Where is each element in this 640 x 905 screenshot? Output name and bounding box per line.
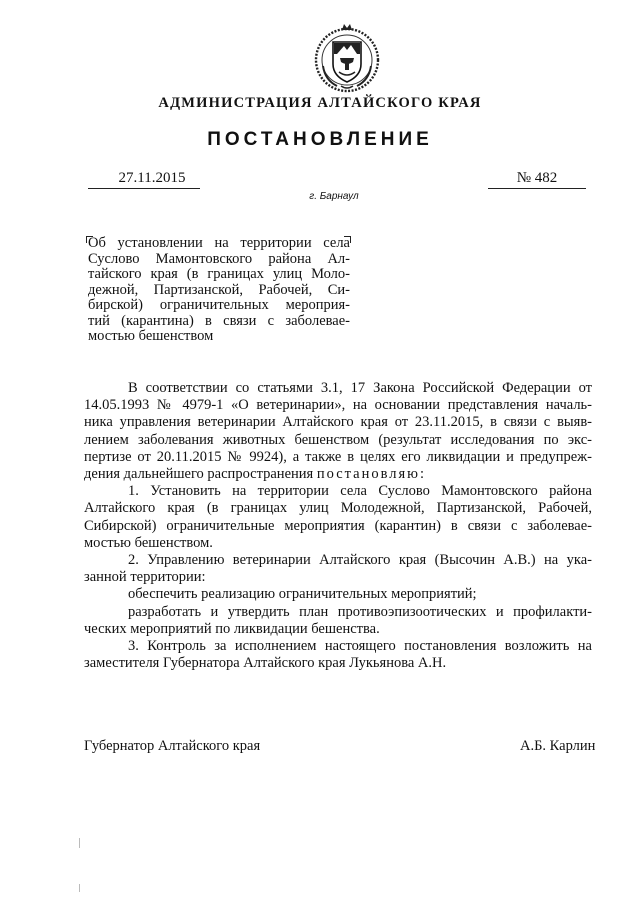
issue-city: г. Барнаул bbox=[309, 191, 359, 202]
agency-title: АДМИНИСТРАЦИЯ АЛТАЙСКОГО КРАЯ bbox=[158, 95, 482, 111]
subject-line: дежной, Партизанской, Рабочей, Си- bbox=[88, 281, 350, 298]
document-date-field bbox=[88, 170, 200, 189]
document-number-field bbox=[488, 170, 586, 189]
item-1-line: Алтайского края (в границах улиц Молодежной, Партизанской, Рабочей, bbox=[84, 500, 592, 517]
subject-line: бирской) ограничительных мероприя- bbox=[88, 297, 350, 313]
subject-line: Об установлении на территории села bbox=[88, 235, 350, 251]
preamble-line: пертизе от 20.11.2015 № 9924), а также в целях его ликвидации и предупреж- bbox=[84, 448, 592, 465]
subject-line: тайского края (в границах улиц Моло- bbox=[88, 266, 350, 282]
preamble-line: ника управления ветеринарии Алтайского края от 23.11.2015, в связи с выяв- bbox=[84, 414, 592, 431]
preamble-line: В соответствии со статьями 3.1, 17 Закона Российской Федерации от bbox=[128, 380, 592, 396]
altai-krai-coat-of-arms-icon bbox=[311, 20, 383, 94]
item-2-line: 2. Управлению ветеринарии Алтайского края (Высочин А.В.) на ука- bbox=[128, 552, 592, 569]
item-2-subitem-a: обеспечить реализацию ограничительных мероприятий; bbox=[128, 586, 477, 603]
subject-line: мостью бешенством bbox=[88, 328, 214, 344]
item-1-line: 1. Установить на территории села Суслово Мамонтовского района bbox=[128, 483, 592, 500]
preamble-line-last bbox=[84, 466, 592, 483]
subject-line: Суслово Мамонтовского района Ал- bbox=[88, 250, 350, 267]
item-1-line: Сибирской) ограничительные мероприятия (карантин) в связи с заболевае- bbox=[84, 517, 592, 534]
signatory-name: А.Б. Карлин bbox=[520, 738, 596, 754]
item-3-line: 3. Контроль за исполнением настоящего постановления возложить на bbox=[128, 638, 592, 655]
document-date: 27.11.2015 bbox=[118, 170, 186, 186]
document-type: ПОСТАНОВЛЕНИЕ bbox=[207, 129, 433, 150]
preamble-ending: дения дальнейшего распространения bbox=[84, 466, 314, 483]
item-2-subitem-b-line: ческих мероприятий по ликвидации бешенства. bbox=[84, 620, 380, 637]
decree-word: постановляю: bbox=[316, 466, 427, 483]
preamble-line: 14.05.1993 № 4979-1 «О ветеринарии», на основании представления началь- bbox=[84, 397, 592, 414]
item-1-line: мостью бешенством. bbox=[84, 534, 213, 551]
item-2-subitem-b-line: разработать и утвердить план противоэпизоотических и профилакти- bbox=[128, 603, 592, 620]
margin-tick-mark bbox=[79, 884, 80, 892]
signatory-position: Губернатор Алтайского края bbox=[84, 738, 261, 754]
item-3-line: заместителя Губернатора Алтайского края Лукьянова А.Н. bbox=[84, 655, 447, 672]
subject-line: тий (карантина) в связи с заболевае- bbox=[88, 312, 350, 329]
document-body bbox=[84, 380, 592, 672]
preamble-line: лением заболевания животных бешенством (результат исследования по экс- bbox=[84, 431, 592, 448]
document-subject bbox=[88, 236, 350, 345]
margin-tick-mark bbox=[79, 838, 80, 848]
document-number: № 482 bbox=[516, 170, 558, 186]
item-2-line: занной территории: bbox=[84, 569, 206, 586]
